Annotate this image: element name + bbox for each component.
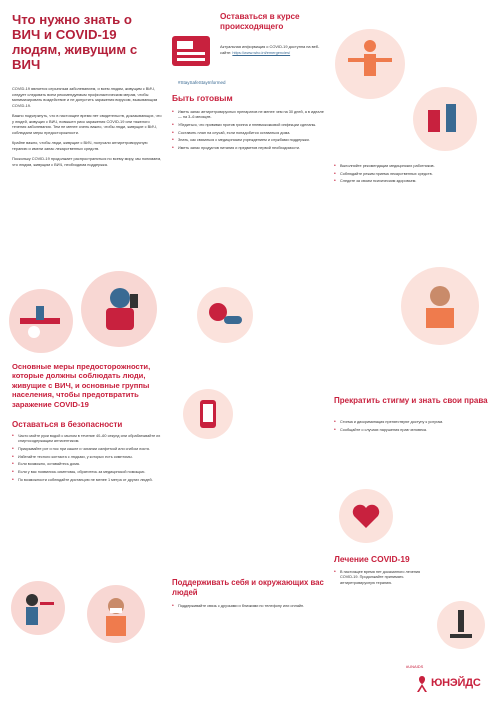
list-item: • Знать, как связаться с медицинским учреждением и службами поддержки. <box>172 138 328 143</box>
informed-text <box>220 44 330 55</box>
list-item: • Прикрывайте рот и нос при кашле и чихании салфеткой или сгибом локтя. <box>12 447 162 452</box>
list-item: • Иметь запас антиретровирусных препаратов не менее чем на 30 дней, а в идеале — на 3–6 месяцев. <box>172 110 328 121</box>
list-item: • Часто мойте руки водой с мылом в течение 40–60 секунд или обрабатывайте их спиртосодержащим антисептиком. <box>12 434 162 445</box>
list-item: • Иметь запас продуктов питания и предметов первой необходимости. <box>172 146 328 151</box>
be-ready-list <box>172 110 328 154</box>
list-item: • Составить план на случай, если понадобится оставаться дома. <box>172 131 328 136</box>
unaids-hashtag: #UNAIDS <box>406 664 424 669</box>
phone-person-illustration <box>80 270 158 348</box>
handwash-illustration <box>8 288 74 354</box>
stay-safe-heading: Оставаться в безопасности <box>12 420 123 429</box>
list-item: • Поддерживайте связь с друзьями и близкими по телефону или онлайн. <box>172 604 328 609</box>
precautions-callout: Основные меры предосторожности, которые должны соблюдать люди, живущие с ВИЧ, и основные группы населения, чтобы предотвратить заражение COVID-19 <box>12 362 151 409</box>
list-item: • По возможности соблюдайте дистанцию не менее 1 метра от других людей. <box>12 478 162 483</box>
who-link[interactable]: https://www.who.int/emergencies/ <box>232 49 291 55</box>
heart-hands-illustration <box>338 488 394 544</box>
stigma-list <box>334 420 490 435</box>
list-item: • Если у вас появились симптомы, обратитесь за медицинской помощью. <box>12 470 162 475</box>
list-item: • Следите за своим психическим здоровьем. <box>334 179 490 184</box>
newspaper-icon <box>168 28 214 74</box>
food-illustration <box>412 86 478 152</box>
intro-paragraph: Крайне важно, чтобы люди, живущие с ВИЧ, получали антиретровирусную терапию и имели запас лекарственных средств. <box>12 140 148 151</box>
treatment-list <box>334 570 434 588</box>
page-title: Что нужно знать о ВИЧ и COVID-19 людям, живущим с ВИЧ <box>12 12 138 72</box>
video-call-illustration <box>400 266 480 346</box>
stay-safe-hashtag: #StaySafeStayInformed <box>178 80 226 85</box>
list-item: • Убедиться, что прививки против гриппа и пневмококковой инфекции сделаны. <box>172 123 328 128</box>
unaids-logo <box>416 676 494 692</box>
list-item: • Сообщайте о случаях нарушения прав человека. <box>334 428 490 433</box>
informed-description: Актуальная информация о COVID-19 доступна на веб-сайте: <box>220 44 320 55</box>
ribbon-icon <box>416 676 428 692</box>
support-heading: Поддерживать себя и окружающих вас людей <box>172 578 324 597</box>
be-ready-heading: Быть готовым <box>172 93 233 103</box>
logo-text: ЮНЭЙДС <box>431 677 481 689</box>
list-item: • Стигма и дискриминация препятствуют доступу к услугам. <box>334 420 490 425</box>
stigma-heading: Прекратить стигму и знать свои права <box>334 396 488 405</box>
intro-paragraph: COVID-19 является серьезным заболеванием, и всем людям, живущим с ВИЧ, следует следовать всем рекомендуемым профилактическим мерам, чтобы минимизировать воздействие и не допустить заражения вирусом, вызывающим COVID-19. <box>12 86 158 108</box>
microscope-illustration <box>436 600 486 650</box>
support-list <box>172 604 328 612</box>
advice-list <box>334 164 490 187</box>
list-item: • Если возможно, оставайтесь дома. <box>12 462 162 467</box>
list-item: • В настоящее время нет доказанного лечения COVID-19. Продолжайте принимать антиретровирусную терапию. <box>334 570 434 586</box>
temperature-check-illustration <box>10 580 66 636</box>
list-item: • Соблюдайте режим приема лекарственных средств. <box>334 172 490 177</box>
stay-safe-list <box>12 434 162 485</box>
informed-heading: Оставаться в курсе происходящего <box>220 12 300 31</box>
intro-paragraph: Поскольку COVID-19 продолжает распространяться по всему миру, мы понимаем, что людям, живущим с ВИЧ, необходима поддержка. <box>12 156 162 167</box>
treatment-heading: Лечение COVID-19 <box>334 554 410 564</box>
intro-text <box>12 86 164 172</box>
list-item: • Выполняйте рекомендации медицинских работников. <box>334 164 490 169</box>
mask-person-illustration <box>86 584 146 644</box>
intro-paragraph: Важно подчеркнуть, что в настоящее время нет свидетельств, доказывающих, что у людей, живущих с ВИЧ, повышен риск заражения COVID-19 или тяжелого течения заболевания. Тем не менее очень важно, чтобы люди, живущие с ВИЧ, соблюдали меры предосторожности. <box>12 113 162 135</box>
exercise-illustration <box>334 28 406 100</box>
list-item: • Избегайте тесного контакта с людьми, у которых есть симптомы. <box>12 455 162 460</box>
pills-illustration <box>196 286 254 344</box>
phone-chat-illustration <box>182 388 234 440</box>
